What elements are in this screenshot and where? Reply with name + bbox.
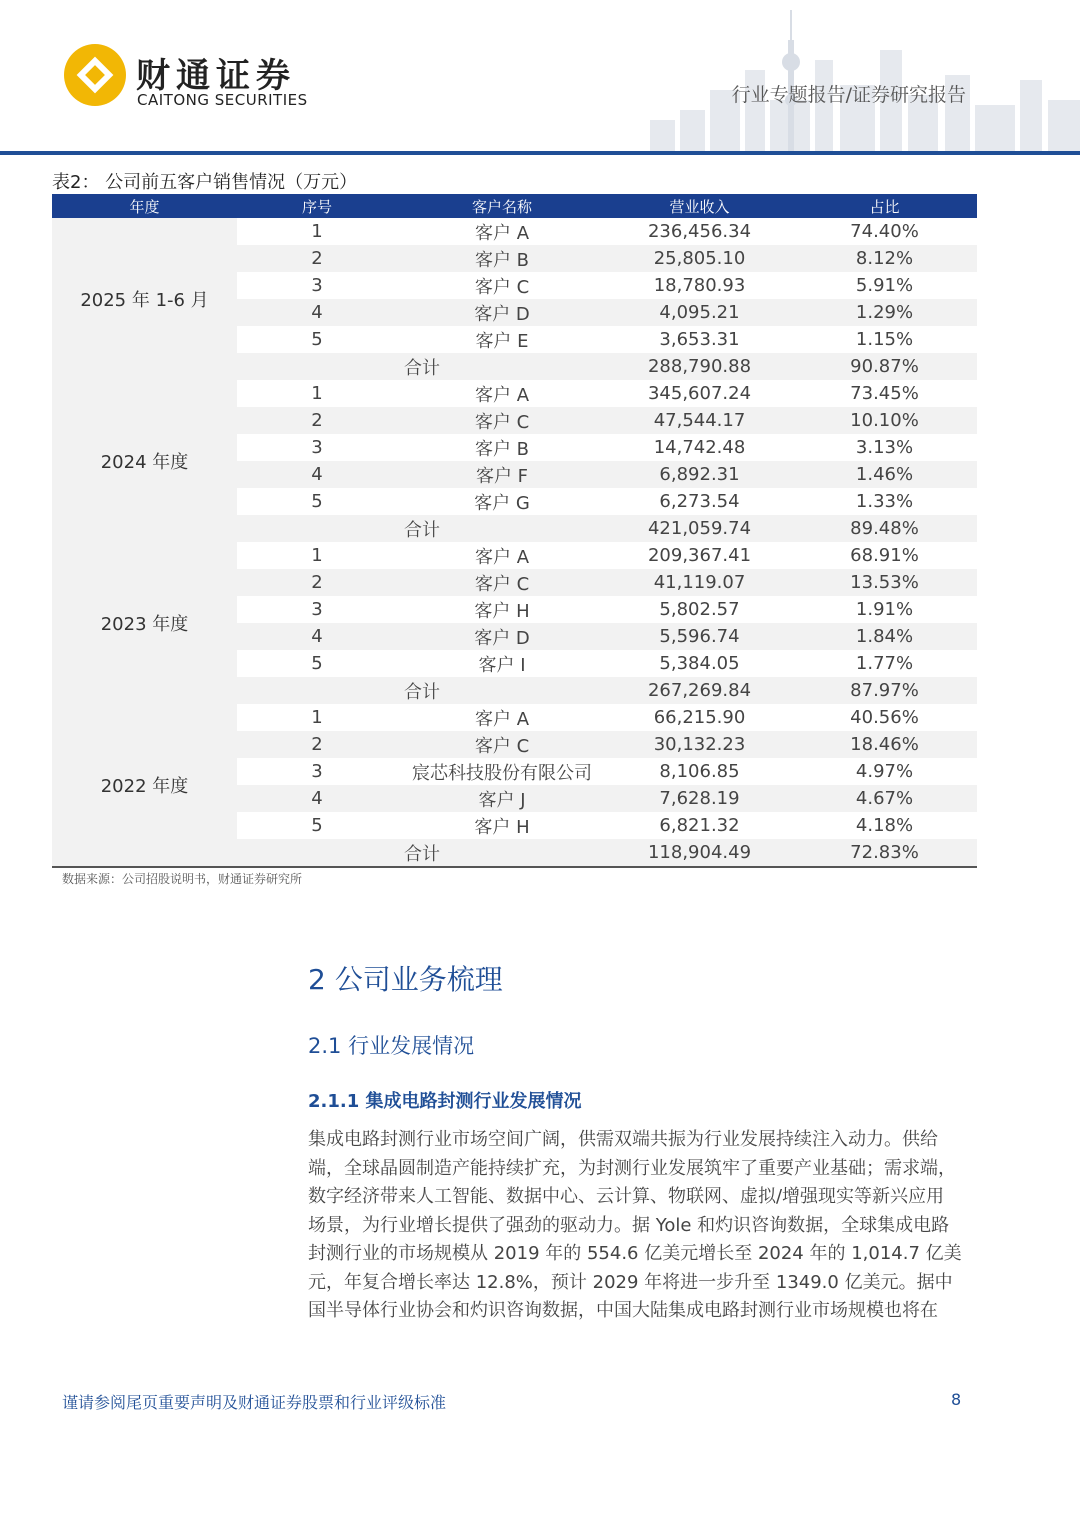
customer-sales-table xyxy=(52,194,977,868)
table-header-row xyxy=(52,194,977,218)
table-row xyxy=(237,218,977,245)
caitong-logo-icon xyxy=(62,42,128,108)
table-row xyxy=(237,704,977,731)
revenue-cell: 14,742.48 xyxy=(653,437,746,458)
subsubsection-heading: 2.1.1 集成电路封测行业发展情况 xyxy=(308,1091,582,1112)
total-share-cell: 87.97% xyxy=(850,680,919,701)
share-cell: 4.67% xyxy=(855,788,914,809)
total-label-cell: 合计 xyxy=(404,681,440,703)
table-total-row xyxy=(237,677,977,704)
table-row xyxy=(237,542,977,569)
revenue-cell: 209,367.41 xyxy=(647,545,752,566)
table-row xyxy=(237,758,977,785)
table-body xyxy=(52,218,977,866)
column-header-share: 占比 xyxy=(869,197,900,216)
customer-name-cell: 客户 G xyxy=(474,492,530,514)
row-number-cell: 1 xyxy=(311,221,323,242)
revenue-cell: 4,095.21 xyxy=(659,302,740,323)
row-number-cell: 1 xyxy=(311,707,323,728)
group-rows xyxy=(237,542,977,704)
table-row xyxy=(237,596,977,623)
total-share-cell: 72.83% xyxy=(850,842,919,863)
table-row xyxy=(237,272,977,299)
customer-name-cell: 客户 A xyxy=(474,384,530,406)
total-revenue-cell: 421,059.74 xyxy=(647,518,752,539)
share-cell: 5.91% xyxy=(855,275,914,296)
city-skyline-image xyxy=(560,0,1080,152)
table-total-row xyxy=(237,515,977,542)
customer-name-cell: 客户 H xyxy=(474,816,530,838)
share-cell: 1.29% xyxy=(855,302,914,323)
total-label-cell: 合计 xyxy=(404,357,440,379)
row-number-cell: 3 xyxy=(311,761,323,782)
revenue-cell: 25,805.10 xyxy=(653,248,746,269)
revenue-cell: 66,215.90 xyxy=(653,707,746,728)
logo-english-name: CAITONG SECURITIES xyxy=(137,91,308,109)
row-number-cell: 2 xyxy=(311,410,323,431)
total-label-cell: 合计 xyxy=(404,519,440,541)
column-header-no: 序号 xyxy=(301,197,332,216)
table-row xyxy=(237,434,977,461)
customer-name-cell: 客户 I xyxy=(478,654,526,676)
year-cell: 2023 年度 xyxy=(52,542,237,704)
share-cell: 68.91% xyxy=(850,545,919,566)
share-cell: 4.97% xyxy=(855,761,914,782)
share-cell: 40.56% xyxy=(850,707,919,728)
page-number: 8 xyxy=(951,1390,962,1409)
customer-name-cell: 客户 B xyxy=(474,438,530,460)
table-row xyxy=(237,245,977,272)
customer-name-cell: 客户 C xyxy=(474,411,530,433)
table-bottom-rule xyxy=(52,866,977,868)
table-row xyxy=(237,461,977,488)
revenue-cell: 6,892.31 xyxy=(659,464,740,485)
row-number-cell: 4 xyxy=(311,464,323,485)
customer-name-cell: 客户 D xyxy=(474,627,530,649)
revenue-cell: 47,544.17 xyxy=(653,410,746,431)
customer-name-cell: 客户 F xyxy=(475,465,529,487)
header-divider xyxy=(0,151,1080,155)
revenue-cell: 236,456.34 xyxy=(647,221,752,242)
share-cell: 3.13% xyxy=(855,437,914,458)
revenue-cell: 30,132.23 xyxy=(653,734,746,755)
group-rows xyxy=(237,218,977,380)
revenue-cell: 18,780.93 xyxy=(653,275,746,296)
total-revenue-cell: 118,904.49 xyxy=(647,842,752,863)
column-header-year: 年度 xyxy=(129,197,160,216)
row-number-cell: 4 xyxy=(311,302,323,323)
group-rows xyxy=(237,380,977,542)
total-share-cell: 89.48% xyxy=(850,518,919,539)
revenue-cell: 5,596.74 xyxy=(659,626,740,647)
table-row xyxy=(237,650,977,677)
row-number-cell: 1 xyxy=(311,545,323,566)
row-number-cell: 1 xyxy=(311,383,323,404)
customer-name-cell: 客户 A xyxy=(474,546,530,568)
table-year-group xyxy=(52,704,977,866)
share-cell: 13.53% xyxy=(850,572,919,593)
section-heading: 2 公司业务梳理 xyxy=(308,963,503,996)
table-year-group xyxy=(52,218,977,380)
row-number-cell: 2 xyxy=(311,248,323,269)
page-header xyxy=(0,0,1080,156)
customer-name-cell: 客户 E xyxy=(475,330,529,352)
share-cell: 1.33% xyxy=(855,491,914,512)
year-cell: 2025 年 1-6 月 xyxy=(52,218,237,380)
row-number-cell: 3 xyxy=(311,275,323,296)
customer-name-cell: 客户 A xyxy=(474,222,530,244)
customer-name-cell: 客户 C xyxy=(474,573,530,595)
row-number-cell: 2 xyxy=(311,734,323,755)
revenue-cell: 6,821.32 xyxy=(659,815,740,836)
share-cell: 1.15% xyxy=(855,329,914,350)
column-header-revenue: 营业收入 xyxy=(669,197,730,216)
total-label-cell: 合计 xyxy=(404,843,440,865)
row-number-cell: 3 xyxy=(311,437,323,458)
row-number-cell: 4 xyxy=(311,788,323,809)
revenue-cell: 8,106.85 xyxy=(659,761,740,782)
report-type-label: 行业专题报告/证券研究报告 xyxy=(731,84,966,106)
customer-name-cell: 客户 J xyxy=(478,789,526,811)
table-row xyxy=(237,326,977,353)
share-cell: 18.46% xyxy=(850,734,919,755)
row-number-cell: 5 xyxy=(311,653,323,674)
revenue-cell: 3,653.31 xyxy=(659,329,740,350)
table-row xyxy=(237,731,977,758)
subsection-heading: 2.1 行业发展情况 xyxy=(308,1034,475,1058)
table-year-group xyxy=(52,542,977,704)
table-row xyxy=(237,623,977,650)
customer-name-cell: 客户 D xyxy=(474,303,530,325)
share-cell: 1.46% xyxy=(855,464,914,485)
total-revenue-cell: 267,269.84 xyxy=(647,680,752,701)
table-row xyxy=(237,407,977,434)
row-number-cell: 5 xyxy=(311,815,323,836)
share-cell: 8.12% xyxy=(855,248,914,269)
share-cell: 74.40% xyxy=(850,221,919,242)
share-cell: 1.77% xyxy=(855,653,914,674)
total-revenue-cell: 288,790.88 xyxy=(647,356,752,377)
year-cell: 2024 年度 xyxy=(52,380,237,542)
customer-name-cell: 客户 C xyxy=(474,276,530,298)
share-cell: 4.18% xyxy=(855,815,914,836)
customer-name-cell: 客户 A xyxy=(474,708,530,730)
total-share-cell: 90.87% xyxy=(850,356,919,377)
table-row xyxy=(237,812,977,839)
row-number-cell: 4 xyxy=(311,626,323,647)
revenue-cell: 5,384.05 xyxy=(659,653,740,674)
share-cell: 1.84% xyxy=(855,626,914,647)
revenue-cell: 6,273.54 xyxy=(659,491,740,512)
row-number-cell: 5 xyxy=(311,329,323,350)
share-cell: 10.10% xyxy=(850,410,919,431)
row-number-cell: 3 xyxy=(311,599,323,620)
revenue-cell: 5,802.57 xyxy=(659,599,740,620)
revenue-cell: 345,607.24 xyxy=(647,383,752,404)
table-row xyxy=(237,488,977,515)
table-total-row xyxy=(237,839,977,866)
logo-chinese-name: 财通证券 xyxy=(136,56,296,96)
customer-name-cell: 客户 H xyxy=(474,600,530,622)
share-cell: 1.91% xyxy=(855,599,914,620)
table-row xyxy=(237,569,977,596)
column-header-customer: 客户名称 xyxy=(471,197,532,216)
footer-disclaimer: 谨请参阅尾页重要声明及财通证券股票和行业评级标准 xyxy=(62,1393,447,1412)
customer-name-cell: 宸芯科技股份有限公司 xyxy=(412,762,592,784)
customer-name-cell: 客户 B xyxy=(474,249,530,271)
revenue-cell: 7,628.19 xyxy=(659,788,740,809)
table-row xyxy=(237,299,977,326)
group-rows xyxy=(237,704,977,866)
table-row xyxy=(237,380,977,407)
body-paragraph: 集成电路封测行业市场空间广阔，供需双端共振为行业发展持续注入动力。供给 端，全球晶圆制造产能持续扩充，为封测行业发展筑牢了重要产业基础；需求端， 数字经济带来人工智能、数据中心、云计算、物联网、虚拟/增强现实等新兴应用 场景，为行业增长提供了强劲的驱动力。据 Yole 和灼识咨询数据，全球集成电路 封测行业的市场规模从 2019 年的 554.6 亿美元增长至 2024 年的 1,014.7 亿美 元，年复合增长率达 12.8%，预计 2029 年将进一步升至 1349.0 亿美元。据中 国半导体行业协会和灼识咨询数据，中国大陆集成电路封测行业市场规模也将在 xyxy=(308,1129,962,1321)
share-cell: 73.45% xyxy=(850,383,919,404)
table-source-note: 数据来源：公司招股说明书，财通证券研究所 xyxy=(62,872,303,886)
row-number-cell: 2 xyxy=(311,572,323,593)
customer-name-cell: 客户 C xyxy=(474,735,530,757)
table-year-group xyxy=(52,380,977,542)
revenue-cell: 41,119.07 xyxy=(653,572,746,593)
table-row xyxy=(237,785,977,812)
year-cell: 2022 年度 xyxy=(52,704,237,866)
table-title: 表2： 公司前五客户销售情况（万元） xyxy=(52,172,358,193)
row-number-cell: 5 xyxy=(311,491,323,512)
table-total-row xyxy=(237,353,977,380)
